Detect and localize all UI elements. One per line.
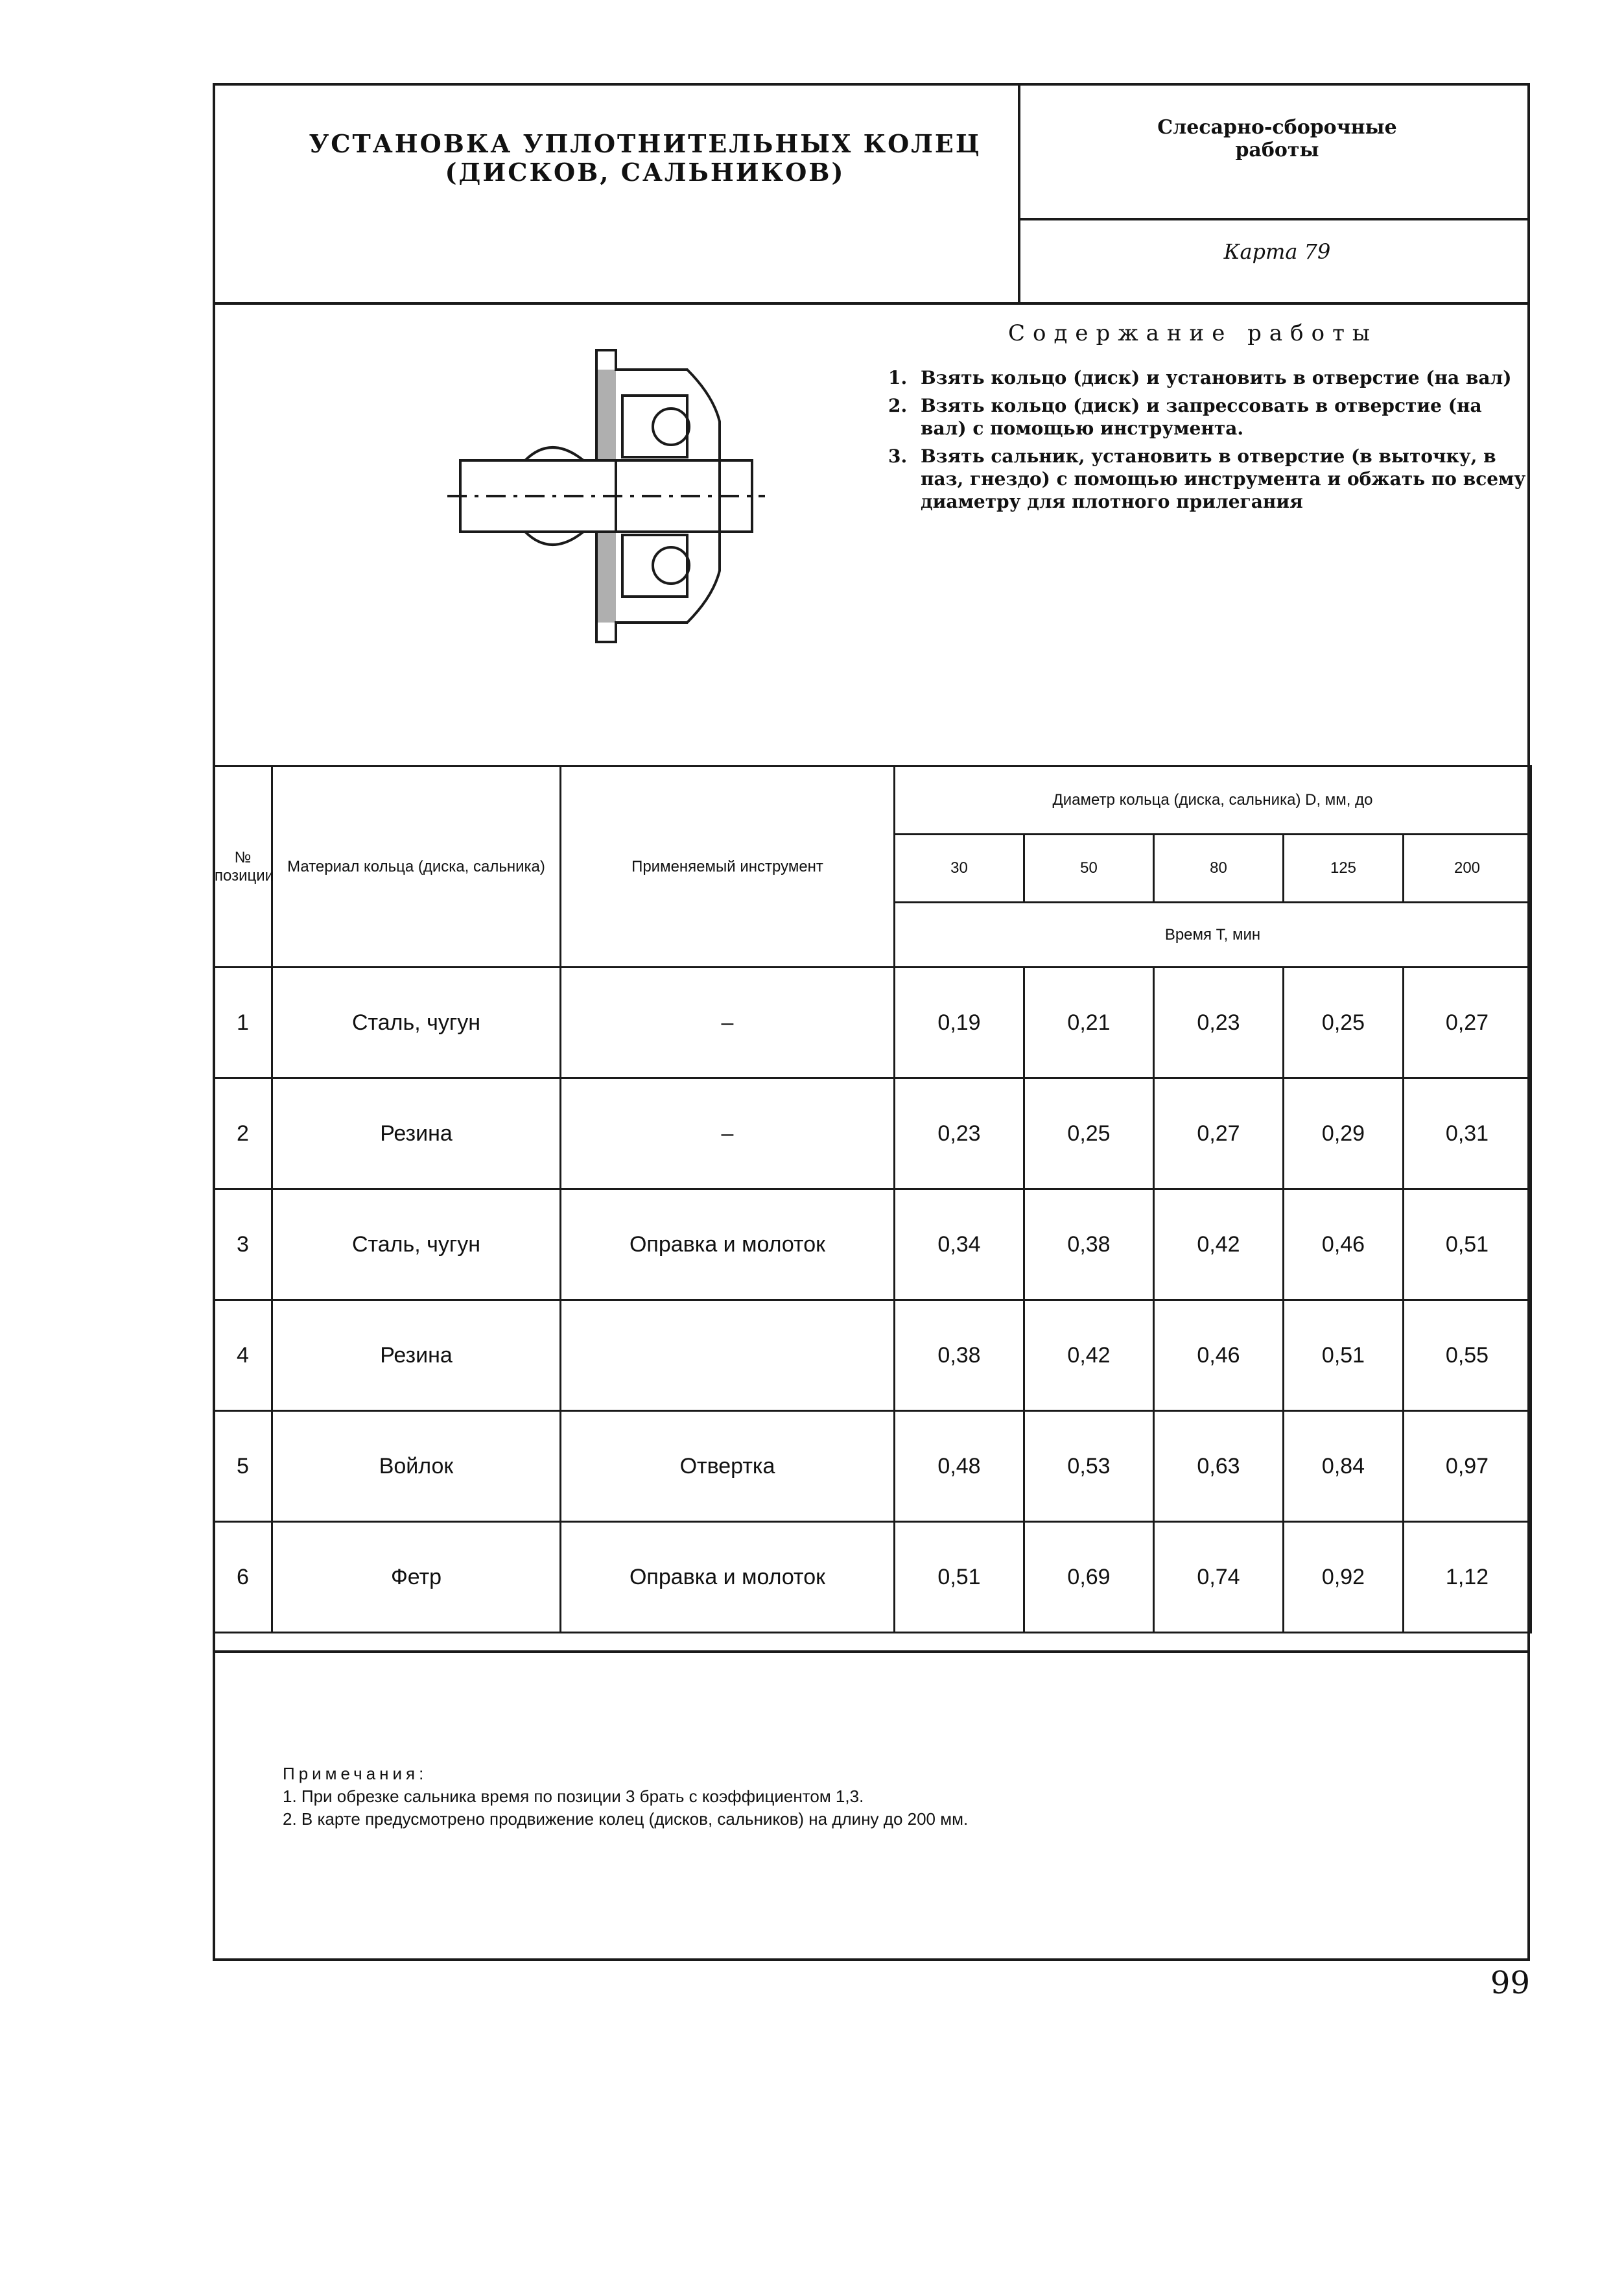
seal-lower: [622, 535, 687, 597]
diameter-value: 125: [1284, 835, 1404, 903]
time-cell: 0,74: [1154, 1522, 1284, 1633]
time-cell: 0,46: [1284, 1189, 1404, 1300]
time-cell: 0,19: [895, 968, 1024, 1078]
time-cell: 0,38: [895, 1300, 1024, 1411]
time-cell: 0,25: [1284, 968, 1404, 1078]
time-cell: 0,27: [1154, 1078, 1284, 1189]
table-bottom-rule: [213, 1650, 1530, 1653]
page-number: 99: [1490, 1965, 1530, 2001]
work-step: [888, 394, 1530, 440]
seal-installation-drawing: [428, 337, 791, 648]
time-cell: 0,53: [1024, 1411, 1154, 1522]
category-line-1: Слесарно-сборочные: [1157, 116, 1397, 139]
note-item: 1. При обрезке сальника время по позиции 3 брать с коэффициентом 1,3.: [283, 1787, 864, 1807]
position-cell: 6: [214, 1522, 272, 1633]
header-bottom-rule: [213, 302, 1530, 305]
time-cell: 0,27: [1404, 968, 1531, 1078]
tool-cell: Отвертка: [561, 1411, 895, 1522]
time-cell: 0,55: [1404, 1300, 1531, 1411]
table-row: [214, 1522, 1531, 1633]
category-line-2: работы: [1235, 138, 1319, 161]
time-cell: 0,25: [1024, 1078, 1154, 1189]
time-cell: 0,31: [1404, 1078, 1531, 1189]
time-header: Время T, мин: [895, 903, 1531, 968]
table-row: [214, 968, 1531, 1078]
time-cell: 0,69: [1024, 1522, 1154, 1633]
time-cell: 0,84: [1284, 1411, 1404, 1522]
header-divider: [1018, 83, 1020, 303]
notes-heading: Примечания:: [283, 1764, 428, 1783]
time-norms-table: [213, 765, 1532, 1633]
col-position-header: № позиции: [214, 766, 272, 968]
card-rule: [1018, 218, 1530, 220]
shaft-shoulder-lower: [525, 532, 583, 545]
step-text: Взять кольцо (диск) и установить в отверстие (на вал): [921, 367, 1512, 388]
time-cell: 1,12: [1404, 1522, 1531, 1633]
diameter-value: 30: [895, 835, 1024, 903]
tool-cell: –: [561, 1078, 895, 1189]
material-cell: Войлок: [272, 1411, 561, 1522]
material-cell: Резина: [272, 1300, 561, 1411]
document-title: [279, 130, 1011, 186]
tool-cell: Оправка и молоток: [561, 1189, 895, 1300]
step-number: 1.: [888, 367, 908, 388]
note-item: 2. В карте предусмотрено продвижение колец (дисков, сальников) на длину до 200 мм.: [283, 1809, 969, 1829]
diameter-value: 200: [1404, 835, 1531, 903]
tool-cell: Оправка и молоток: [561, 1522, 895, 1633]
title-line-1: УСТАНОВКА УПЛОТНИТЕЛЬНЫХ КОЛЕЦ: [309, 129, 982, 158]
col-material-header: Материал кольца (диска, сальника): [272, 766, 561, 968]
time-cell: 0,97: [1404, 1411, 1531, 1522]
position-cell: 4: [214, 1300, 272, 1411]
diameter-header: Диаметр кольца (диска, сальника) D, мм, до: [895, 766, 1531, 835]
notes-block: [283, 1763, 1514, 1831]
seal-upper: [622, 396, 687, 457]
time-cell: 0,42: [1024, 1300, 1154, 1411]
material-cell: Резина: [272, 1078, 561, 1189]
diameter-value: 50: [1024, 835, 1154, 903]
step-text: Взять сальник, установить в отверстие (в выточку, в паз, гнездо) с помощью инструмента и обжать по всему диаметру для плотного прилегания: [921, 445, 1526, 512]
spring-lower: [653, 547, 689, 584]
time-cell: 0,92: [1284, 1522, 1404, 1633]
shaft-shoulder: [525, 447, 583, 460]
material-cell: Фетр: [272, 1522, 561, 1633]
step-text: Взять кольцо (диск) и запрессовать в отверстие (на вал) с помощью инструмента.: [921, 395, 1482, 439]
time-cell: 0,48: [895, 1411, 1024, 1522]
work-step: [888, 366, 1530, 389]
spring-upper: [653, 409, 689, 445]
step-number: 2.: [888, 395, 908, 416]
time-cell: 0,38: [1024, 1189, 1154, 1300]
card-number: Карта 79: [1223, 239, 1331, 264]
position-cell: 5: [214, 1411, 272, 1522]
material-cell: Сталь, чугун: [272, 968, 561, 1078]
work-category: [1024, 117, 1530, 161]
time-cell: 0,23: [895, 1078, 1024, 1189]
title-line-2: (ДИСКОВ, САЛЬНИКОВ): [445, 157, 845, 187]
diameter-value: 80: [1154, 835, 1284, 903]
time-cell: 0,21: [1024, 968, 1154, 1078]
table-row: [214, 1078, 1531, 1189]
table-row: [214, 1411, 1531, 1522]
work-steps: [888, 366, 1530, 518]
time-cell: 0,29: [1284, 1078, 1404, 1189]
time-cell: 0,46: [1154, 1300, 1284, 1411]
table-row: [214, 1300, 1531, 1411]
time-cell: 0,42: [1154, 1189, 1284, 1300]
position-cell: 1: [214, 968, 272, 1078]
col-tools-header: Применяемый инструмент: [561, 766, 895, 968]
position-cell: 3: [214, 1189, 272, 1300]
step-number: 3.: [888, 445, 908, 467]
time-cell: 0,34: [895, 1189, 1024, 1300]
tool-cell: –: [561, 968, 895, 1078]
time-cell: 0,23: [1154, 968, 1284, 1078]
time-cell: 0,63: [1154, 1411, 1284, 1522]
table-row: [214, 1189, 1531, 1300]
time-cell: 0,51: [1284, 1300, 1404, 1411]
content-heading: Содержание работы: [1008, 320, 1378, 346]
time-cell: 0,51: [895, 1522, 1024, 1633]
time-cell: 0,51: [1404, 1189, 1531, 1300]
material-cell: Сталь, чугун: [272, 1189, 561, 1300]
position-cell: 2: [214, 1078, 272, 1189]
work-step: [888, 445, 1530, 513]
tool-cell: [561, 1300, 895, 1411]
